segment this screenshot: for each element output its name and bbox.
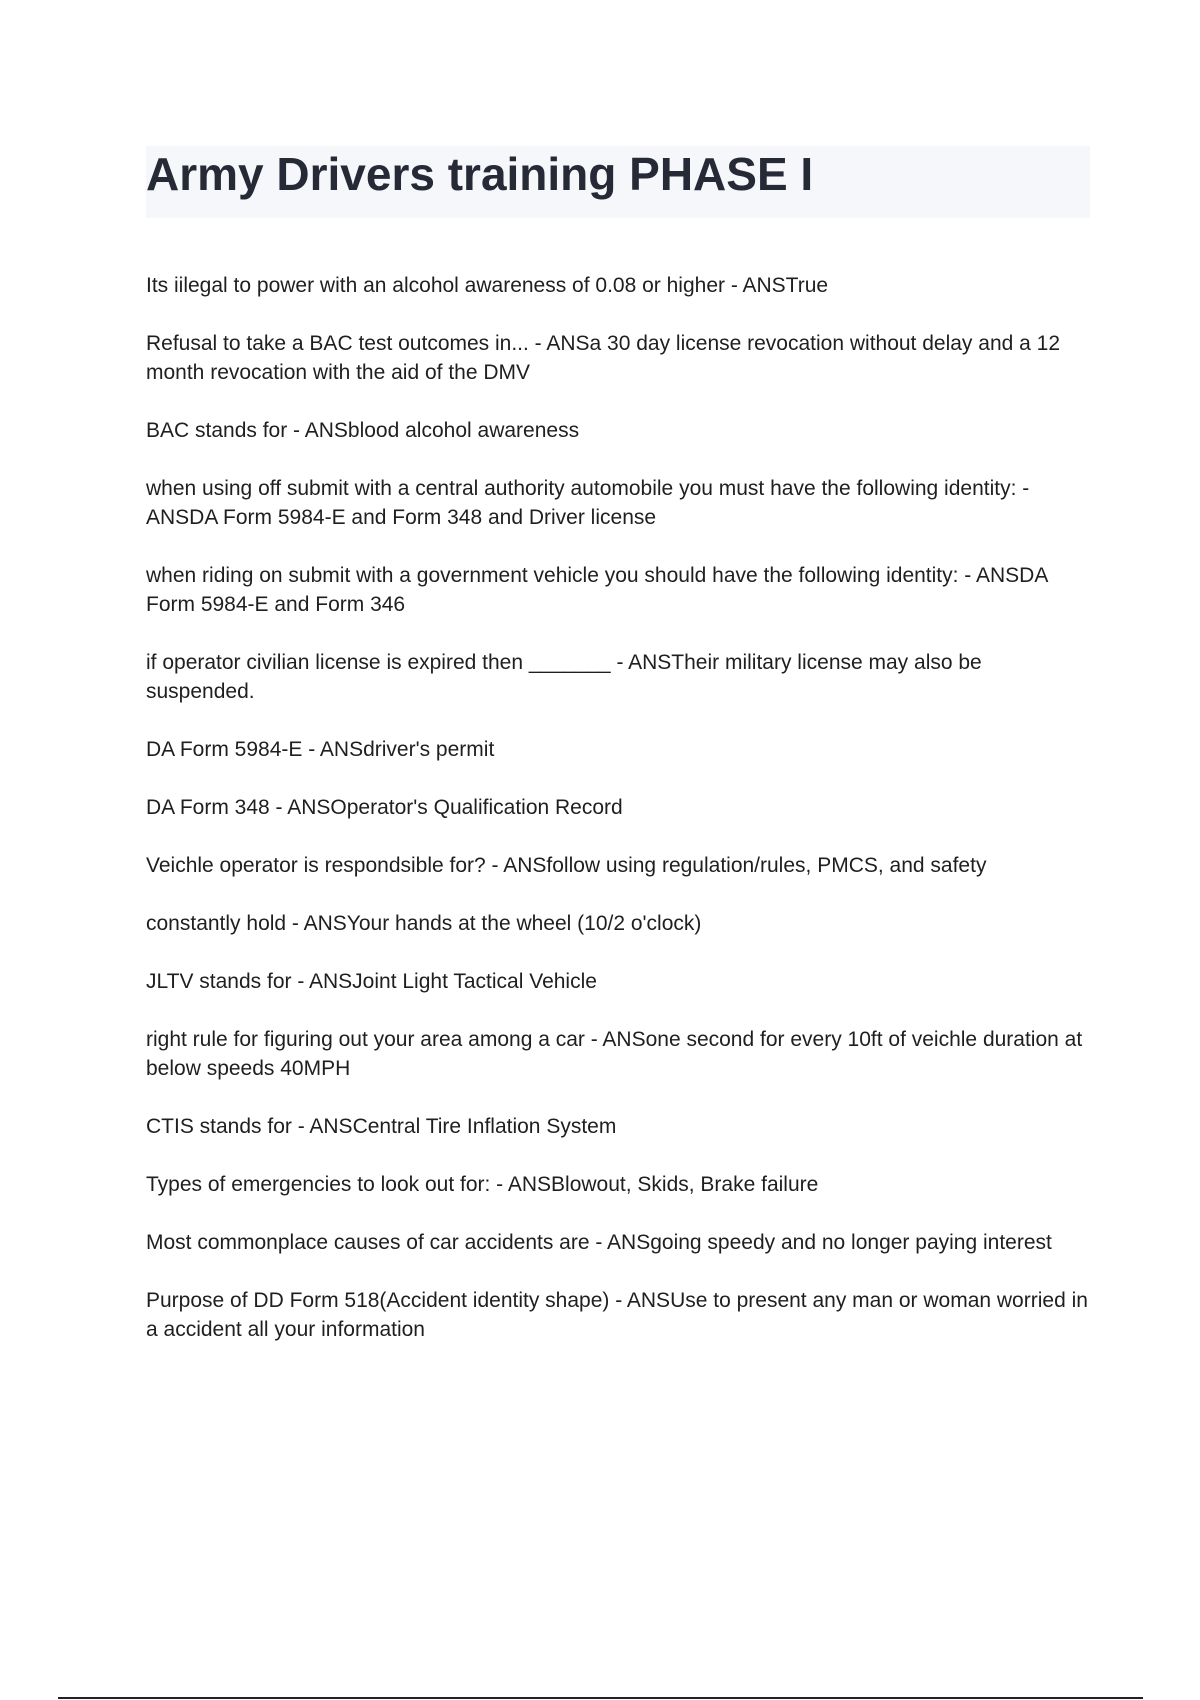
qa-item-4: when using off submit with a central authority automobile you must have the following identity: - ANSDA Form 5984-E and Form 348 and Driver license [146, 477, 1030, 529]
question-answer-list [146, 271, 1090, 1373]
qa-item-5: when riding on submit with a government vehicle you should have the following identity: - ANSDA Form 5984-E and Form 346 [146, 564, 1048, 616]
qa-item-16: Purpose of DD Form 518(Accident identity shape) - ANSUse to present any man or woman worried in a accident all your information [146, 1289, 1088, 1341]
footer-divider [58, 1697, 1143, 1699]
qa-item-3: BAC stands for - ANSblood alcohol awareness [146, 419, 580, 442]
qa-item-15: Most commonplace causes of car accidents are - ANSgoing speedy and no longer paying interest [146, 1231, 1052, 1254]
qa-item-1: Its iilegal to power with an alcohol awareness of 0.08 or higher - ANSTrue [146, 274, 829, 297]
qa-item-2: Refusal to take a BAC test outcomes in... - ANSa 30 day license revocation without delay and a 12 month revocation with the aid of the DMV [146, 332, 1061, 384]
document-title: Army Drivers training PHASE I [146, 148, 814, 200]
qa-item-11: JLTV stands for - ANSJoint Light Tactical Vehicle [146, 970, 597, 993]
qa-item-8: DA Form 348 - ANSOperator's Qualification Record [146, 796, 623, 819]
qa-item-12: right rule for figuring out your area among a car - ANSone second for every 10ft of veichle duration at below speeds 40MPH [146, 1028, 1083, 1080]
qa-item-7: DA Form 5984-E - ANSdriver's permit [146, 738, 495, 761]
qa-item-14: Types of emergencies to look out for: - ANSBlowout, Skids, Brake failure [146, 1173, 819, 1196]
qa-item-10: constantly hold - ANSYour hands at the wheel (10/2 o'clock) [146, 912, 702, 935]
qa-item-6: if operator civilian license is expired then _______ - ANSTheir military license may also be suspended. [146, 651, 982, 703]
qa-item-9: Veichle operator is respondsible for? - ANSfollow using regulation/rules, PMCS, and safety [146, 854, 987, 877]
qa-item-13: CTIS stands for - ANSCentral Tire Inflation System [146, 1115, 617, 1138]
